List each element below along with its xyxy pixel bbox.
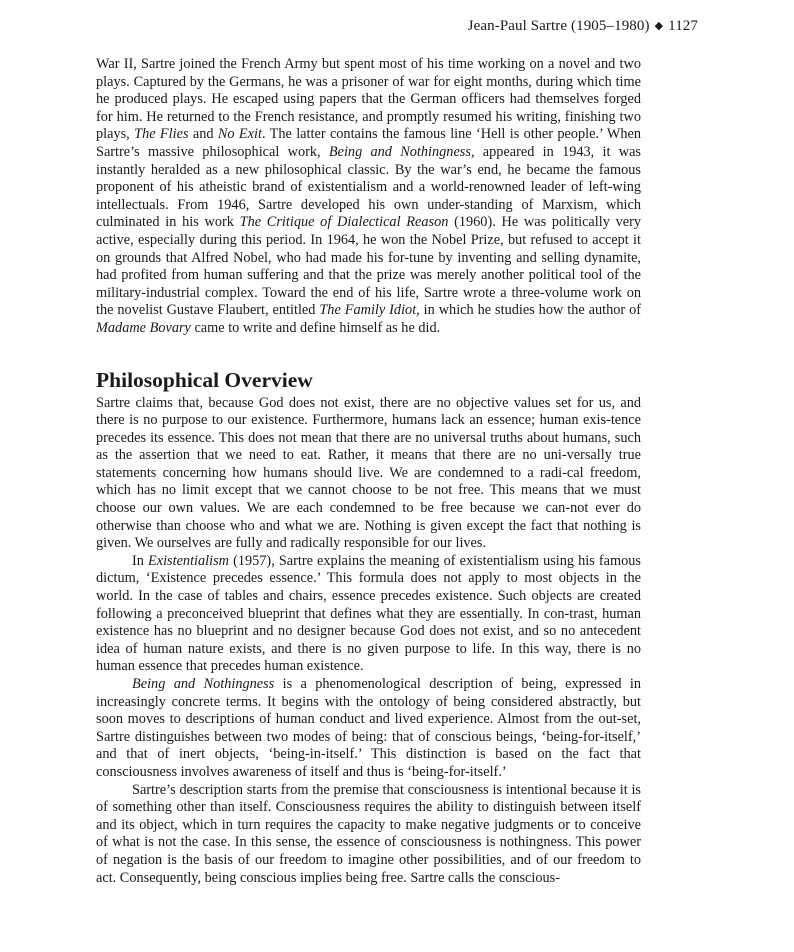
running-title: Jean-Paul Sartre (1905–1980) bbox=[467, 18, 650, 34]
body-paragraph-3 bbox=[96, 676, 641, 782]
text-run: came to write and define himself as he did. bbox=[190, 319, 441, 336]
text-run: , in which he studies how the author of bbox=[416, 302, 641, 319]
italic-title: Being and Nothingness bbox=[328, 143, 471, 160]
italic-title: The Critique of Dialectical Reason bbox=[239, 214, 449, 231]
italic-title: Existentialism bbox=[147, 552, 229, 569]
italic-title: Madame Bovary bbox=[96, 319, 191, 336]
italic-title: The Family Idiot bbox=[319, 302, 417, 319]
diamond-separator-icon: ◆ bbox=[654, 20, 664, 32]
intro-paragraph bbox=[96, 56, 641, 338]
text-run: is a phenomenological description of being, expressed in increasingly concrete terms. It begins with the ontology of being considered abstractly, but soon moves to descriptions of human conduct and lived experience. Almost from the out-set, Sartre distinguishes between two modes of being: that of conscious beings, ‘being-for-itself,’ and that of inert objects, ‘being-in-itself.’ This distinction is based on the fact that consciousness involves awareness of itself and thus is ‘being-for-itself.’ bbox=[96, 676, 641, 780]
text-run: and bbox=[188, 126, 218, 143]
body-paragraph-2 bbox=[96, 553, 641, 676]
text-run: (1957), Sartre explains the meaning of existentialism using his famous dictum, ‘Existence precedes essence.’ This formula does not apply to most objects in the world. In the case of tables and chairs, essence precedes existence. Such objects are created following a preconceived blueprint that defines what they are essentially. In con-trast, human existence has no blueprint and no designer because God does not exist, and so no antecedent idea of human nature exists, and there is no given purpose to life. In this way, there is no human essence that precedes human existence. bbox=[96, 552, 641, 675]
body-paragraph-4 bbox=[96, 782, 641, 888]
italic-title: The Flies bbox=[134, 126, 189, 143]
body-paragraph-1 bbox=[96, 395, 641, 553]
running-header bbox=[468, 18, 698, 35]
text-run: Sartre claims that, because God does not exist, there are no objective values set for us, and there is no purpose to our existence. Furthermore, humans lack an essence; human exis-tence precedes its essence. This does not mean that there are no universal truths about humans, such as the assertion that we need to eat. Rather, it means that there are no uni-versally true statements concerning how humans should live. We are condemned to a radi-cal freedom, which has no limit except that we cannot choose to be not free. This means that we must choose our own values. We are each condemned to be free because we can-not ever do otherwise than choose who and what we are. Nothing is given except the fact that nothing is given. We ourselves are fully and radically responsible for our lives. bbox=[96, 394, 641, 552]
text-run: In bbox=[132, 552, 148, 569]
text-run: (1960). He was politically very active, especially during this period. In 1964, he won the Nobel Prize, but refused to accept it on grounds that Alfred Nobel, who had made his for-tune by inventing and selling dynamite, had profited from human suffering and that the prize was merely another political tool of the military-industrial complex. Toward the end of his life, Sartre wrote a three-volume work on the novelist Gustave Flaubert, entitled bbox=[96, 214, 641, 319]
text-run: . The latter contains the famous line ‘Hell is other people.’ When Sartre’s massive philosophical work, bbox=[96, 126, 641, 160]
text-run: War II, Sartre joined the French Army but spent most of his time working on a novel and two plays. Captured by the Germans, he was a prisoner of war for eight months, during which time he produced plays. He escaped using papers that the German officers had themselves forged for him. He returned to the French resistance, and promptly resumed his writing, finishing two plays, bbox=[96, 56, 641, 143]
page-number: 1127 bbox=[668, 18, 698, 34]
italic-title: Being and Nothingness bbox=[132, 676, 275, 692]
page-body bbox=[96, 56, 641, 887]
text-run: Sartre’s description starts from the premise that consciousness is intentional because it is of something other than itself. Consciousness requires the ability to distinguish between itself and its object, which in turn requires the capacity to make negative judgments or to conceive of what is not the case. In this sense, the essence of consciousness is nothingness. This power of negation is the basis of our freedom to imagine other possibilities, and of our freedom to act. Consequently, being conscious implies being free. Sartre calls the conscious- bbox=[96, 781, 641, 886]
section-title: Philosophical Overview bbox=[96, 367, 313, 392]
text-run: , appeared in 1943, it was instantly heralded as a new philosophical classic. By the war’s end, he became the famous proponent of his atheistic brand of existentialism and a world-renowned leader of left-wing intellectuals. From 1946, Sartre developed his own under-standing of Marxism, which culminated in his work bbox=[96, 143, 641, 231]
italic-title: No Exit bbox=[217, 126, 262, 143]
